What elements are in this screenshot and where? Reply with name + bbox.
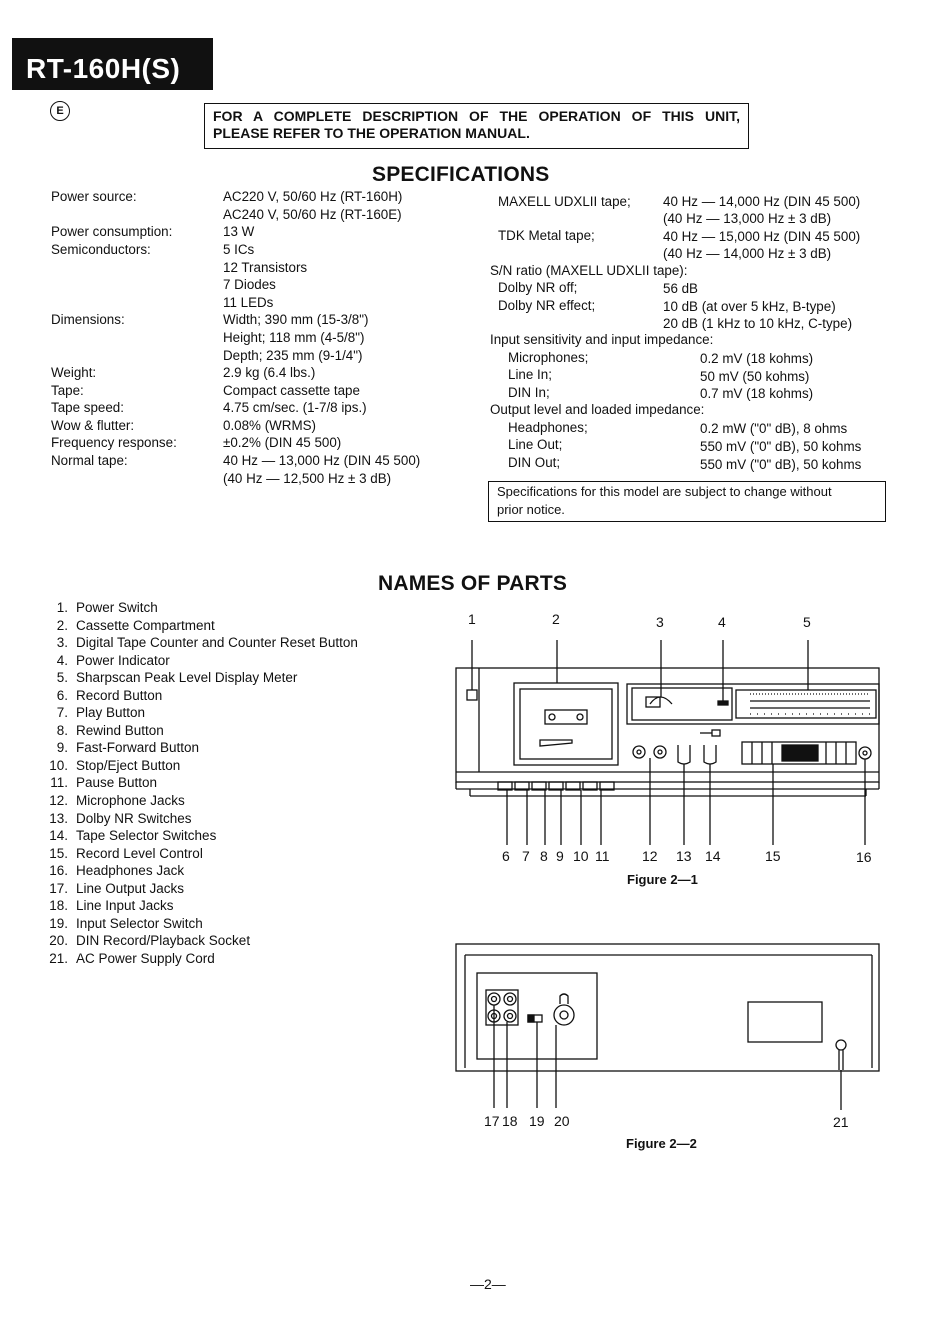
rear-panel-drawing — [448, 935, 888, 1115]
callout-number: 20 — [554, 1113, 570, 1129]
part-label: Sharpscan Peak Level Display Meter — [76, 670, 298, 686]
spec-label-weight: Weight: — [51, 365, 97, 380]
model-badge: RT-160H(S) — [12, 38, 213, 90]
part-number: 7. — [56, 705, 68, 721]
spec-value: 10 dB (at over 5 kHz, B-type) — [663, 299, 836, 314]
part-item — [44, 862, 358, 880]
callout-number: 15 — [765, 848, 781, 864]
spec-label-power-source: Power source: — [51, 189, 137, 204]
callout-number: 8 — [540, 848, 548, 864]
spec-value: 2.9 kg (6.4 lbs.) — [223, 365, 316, 380]
spec-label-din-in: DIN In; — [508, 385, 550, 400]
spec-value: (40 Hz — 13,000 Hz ± 3 dB) — [663, 211, 832, 226]
part-label: Tape Selector Switches — [76, 828, 217, 844]
specifications-title: SPECIFICATIONS — [372, 163, 550, 186]
spec-label-power-consumption: Power consumption: — [51, 224, 173, 239]
part-number: 13. — [49, 810, 68, 826]
page-number: —2— — [470, 1276, 506, 1292]
spec-value: Depth; 235 mm (9-1/4") — [223, 348, 363, 363]
spec-label-frequency-response: Frequency response: — [51, 435, 177, 450]
spec-value: 40 Hz — 13,000 Hz (DIN 45 500) — [223, 453, 421, 468]
part-item — [44, 792, 358, 810]
spec-label-dimensions: Dimensions: — [51, 312, 125, 327]
callout-number: 14 — [705, 848, 721, 864]
spec-value: 0.2 mW ("0" dB), 8 ohms — [700, 421, 848, 436]
spec-value: 11 LEDs — [223, 295, 274, 310]
part-label: Input Selector Switch — [76, 915, 203, 931]
part-item — [44, 739, 358, 757]
part-label: Pause Button — [76, 775, 158, 791]
part-label: Dolby NR Switches — [76, 810, 192, 826]
spec-value: 0.2 mV (18 kohms) — [700, 351, 814, 366]
spec-heading-output: Output level and loaded impedance: — [490, 402, 705, 417]
part-label: Microphone Jacks — [76, 793, 185, 809]
part-number: 9. — [56, 740, 68, 756]
callout-number: 7 — [522, 848, 530, 864]
part-item — [44, 687, 358, 705]
part-number: 1. — [56, 600, 68, 615]
part-item — [44, 634, 358, 652]
part-item — [44, 880, 358, 898]
part-item — [44, 810, 358, 828]
part-number: 10. — [49, 757, 68, 773]
callout-number: 21 — [833, 1114, 849, 1130]
spec-value: (40 Hz — 14,000 Hz ± 3 dB) — [663, 246, 832, 261]
part-label: DIN Record/Playback Socket — [76, 933, 251, 949]
part-item — [44, 617, 358, 635]
part-label: Power Indicator — [76, 652, 170, 668]
part-number: 12. — [49, 793, 68, 809]
spec-label-tape-speed: Tape speed: — [51, 400, 124, 415]
callout-number: 2 — [552, 611, 560, 627]
spec-heading-sn-ratio: S/N ratio (MAXELL UDXLII tape): — [490, 263, 688, 278]
callout-number: 1 — [468, 611, 476, 627]
names-of-parts-title: NAMES OF PARTS — [378, 572, 568, 595]
part-label: Rewind Button — [76, 722, 164, 738]
spec-value: 12 Transistors — [223, 260, 308, 275]
part-item — [44, 845, 358, 863]
spec-value: 20 dB (1 kHz to 10 kHz, C-type) — [663, 316, 853, 331]
callout-number: 5 — [803, 614, 811, 630]
spec-value: AC240 V, 50/60 Hz (RT-160E) — [223, 207, 402, 222]
part-item — [44, 757, 358, 775]
spec-label-maxell-tape: MAXELL UDXLII tape; — [498, 194, 631, 209]
spec-value: 40 Hz — 14,000 Hz (DIN 45 500) — [663, 194, 861, 209]
spec-change-notice — [488, 481, 886, 522]
spec-value: 4.75 cm/sec. (1-7/8 ips.) — [223, 400, 367, 415]
callout-number: 18 — [502, 1113, 518, 1129]
part-label: Line Input Jacks — [76, 898, 174, 914]
region-mark: E — [50, 101, 70, 121]
part-label: Fast-Forward Button — [76, 740, 200, 756]
part-number: 16. — [49, 863, 68, 879]
part-item — [44, 774, 358, 792]
notice-line: FOR A COMPLETE DESCRIPTION OF THE OPERATION OF THIS UNIT, — [213, 108, 740, 124]
part-item — [44, 827, 358, 845]
part-label: Record Button — [76, 687, 163, 703]
part-number: 20. — [49, 933, 68, 949]
spec-heading-input: Input sensitivity and input impedance: — [490, 332, 714, 347]
spec-value: Compact cassette tape — [223, 383, 360, 398]
part-number: 4. — [56, 652, 68, 668]
spec-value: 0.7 mV (18 kohms) — [700, 386, 814, 401]
spec-value: 550 mV ("0" dB), 50 kohms — [700, 439, 862, 454]
part-number: 5. — [56, 670, 68, 686]
part-number: 21. — [49, 950, 68, 966]
part-label: Cassette Compartment — [76, 617, 215, 633]
part-item — [44, 704, 358, 722]
callout-number: 16 — [856, 849, 872, 865]
part-number: 11. — [50, 775, 68, 791]
spec-label-line-out: Line Out; — [508, 437, 563, 452]
spec-label-normal-tape: Normal tape: — [51, 453, 128, 468]
notice-line: PLEASE REFER TO THE OPERATION MANUAL. — [213, 125, 530, 141]
part-item — [44, 722, 358, 740]
part-label: Power Switch — [76, 600, 158, 615]
spec-label-din-out: DIN Out; — [508, 455, 561, 470]
spec-value: 7 Diodes — [223, 277, 276, 292]
part-label: AC Power Supply Cord — [76, 950, 215, 966]
figure-caption: Figure 2—1 — [627, 872, 698, 887]
part-number: 14. — [49, 828, 68, 844]
part-number: 6. — [56, 687, 68, 703]
spec-value: 0.08% (WRMS) — [223, 418, 317, 433]
part-number: 8. — [56, 722, 68, 738]
front-panel-drawing — [448, 640, 898, 845]
callout-number: 19 — [529, 1113, 545, 1129]
part-item — [44, 652, 358, 670]
callout-number: 3 — [656, 614, 664, 630]
spec-label-nr-off: Dolby NR off; — [498, 280, 578, 295]
spec-label-tdk-tape: TDK Metal tape; — [498, 228, 595, 243]
notice-line: prior notice. — [497, 501, 565, 517]
spec-label-wow-flutter: Wow & flutter: — [51, 418, 135, 433]
part-number: 15. — [49, 845, 68, 861]
spec-value: 550 mV ("0" dB), 50 kohms — [700, 457, 862, 472]
part-item — [44, 932, 358, 950]
part-item — [44, 915, 358, 933]
part-item — [44, 950, 358, 968]
callout-number: 12 — [642, 848, 658, 864]
callout-number: 10 — [573, 848, 589, 864]
figure-caption: Figure 2—2 — [626, 1136, 697, 1151]
part-item — [44, 599, 358, 617]
spec-label-line-in: Line In; — [508, 367, 552, 382]
callout-number: 9 — [556, 848, 564, 864]
callout-number: 4 — [718, 614, 726, 630]
spec-value: ±0.2% (DIN 45 500) — [223, 435, 342, 450]
part-label: Headphones Jack — [76, 863, 185, 879]
part-number: 17. — [49, 880, 68, 896]
spec-value: Width; 390 mm (15-3/8") — [223, 312, 369, 327]
spec-value: AC220 V, 50/60 Hz (RT-160H) — [223, 189, 403, 204]
callout-number: 11 — [595, 848, 610, 864]
part-item — [44, 669, 358, 687]
part-number: 2. — [56, 617, 68, 633]
spec-label-tape: Tape: — [51, 383, 84, 398]
callout-number: 13 — [676, 848, 692, 864]
spec-value: 13 W — [223, 224, 255, 239]
callout-number: 17 — [484, 1113, 500, 1129]
spec-value: (40 Hz — 12,500 Hz ± 3 dB) — [223, 471, 392, 486]
parts-list — [44, 599, 358, 967]
part-label: Line Output Jacks — [76, 880, 185, 896]
spec-label-microphones: Microphones; — [508, 350, 589, 365]
spec-label-headphones: Headphones; — [508, 420, 588, 435]
part-label: Digital Tape Counter and Counter Reset Button — [76, 635, 358, 651]
spec-label-semiconductors: Semiconductors: — [51, 242, 151, 257]
part-number: 19. — [49, 915, 68, 931]
part-label: Record Level Control — [76, 845, 203, 861]
part-item — [44, 897, 358, 915]
part-label: Play Button — [76, 705, 146, 721]
callout-number: 6 — [502, 848, 510, 864]
notice-line: Specifications for this model are subject to change without — [497, 484, 832, 499]
spec-label-nr-effect: Dolby NR effect; — [498, 298, 596, 313]
spec-value: 50 mV (50 kohms) — [700, 369, 810, 384]
part-number: 3. — [56, 635, 68, 651]
part-label: Stop/Eject Button — [76, 757, 181, 773]
spec-value: 56 dB — [663, 281, 698, 296]
spec-value: 40 Hz — 15,000 Hz (DIN 45 500) — [663, 229, 861, 244]
operation-notice-box — [204, 103, 749, 149]
part-number: 18. — [49, 898, 68, 914]
spec-value: Height; 118 mm (4-5/8") — [223, 330, 365, 345]
spec-value: 5 ICs — [223, 242, 255, 257]
